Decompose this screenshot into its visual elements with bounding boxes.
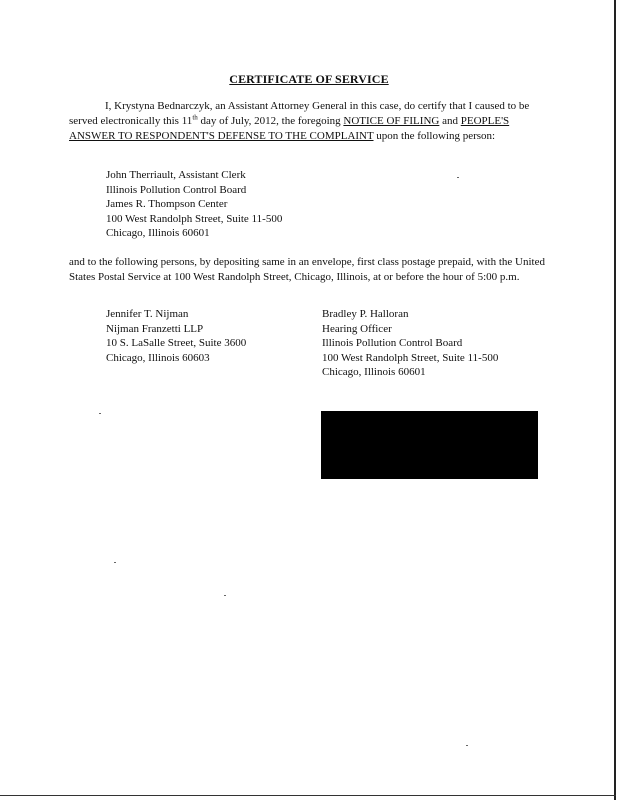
intro-closing: upon the following person: [373,130,496,142]
address-line: Jennifer T. Nijman [106,308,189,320]
address-line: 100 West Randolph Street, Suite 11-500 [106,212,283,225]
intro-paragraph [69,99,553,144]
address-line: Chicago, Illinois 60601 [322,366,426,378]
intro-conjunction: and [439,115,461,127]
primary-recipient-address [106,168,282,241]
address-line: 100 West Randolph Street, Suite 11-500 [322,351,499,364]
scan-speck [466,745,468,746]
scan-speck [99,413,101,414]
intro-text: I, Krystyna Bednarczyk, an Assistant Attorney General in this case, do certify that I caused to be served electronically this 11 [69,100,530,127]
scan-speck [114,562,116,563]
date-suffix: th [192,113,198,122]
doc-peoples-answer: PEOPLE'S ANSWER TO RESPONDENT'S DEFENSE TO THE COMPLAINT [69,115,510,142]
page-edge-right [614,0,616,800]
address-line: Nijman Franzetti LLP [106,322,204,335]
address-line: Chicago, Illinois 60601 [106,227,210,239]
address-line: Hearing Officer [322,322,392,335]
address-line: Illinois Pollution Control Board [106,183,247,196]
scan-speck [224,595,226,596]
recipient-right-address [322,307,498,380]
address-line: John Therriault, Assistant Clerk [106,169,246,181]
redacted-signature-block [321,411,538,479]
certificate-title: CERTIFICATE OF SERVICE [229,72,389,86]
mail-paragraph: and to the following persons, by depositing same in an envelope, first class postage prepaid, with the United States Postal Service at 100 West Randolph Street, Chicago, Illinois, at or before the hour of 5:00 p.m. [69,256,545,283]
address-line: James R. Thompson Center [106,198,228,210]
address-line: 10 S. LaSalle Street, Suite 3600 [106,337,247,349]
recipient-left-address [106,307,246,365]
doc-notice-of-filing: NOTICE OF FILING [343,115,440,127]
page-edge-bottom [0,795,616,796]
scan-speck [457,177,459,178]
address-line: Illinois Pollution Control Board [322,337,463,349]
address-line: Bradley P. Halloran [322,308,409,320]
address-line: Chicago, Illinois 60603 [106,351,210,364]
intro-date-tail: day of July, 2012, the foregoing [197,115,344,127]
